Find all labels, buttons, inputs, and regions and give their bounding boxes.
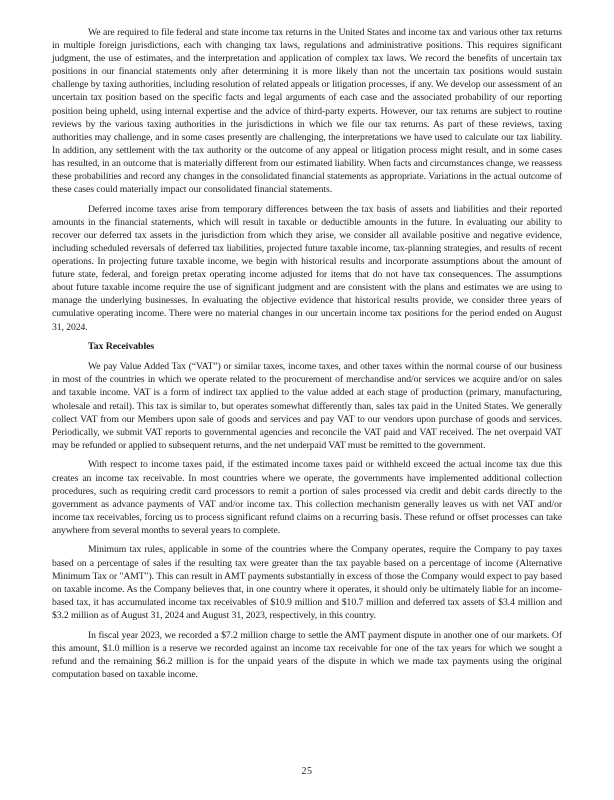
paragraph-vat: We pay Value Added Tax (“VAT”) or similar taxes, income taxes, and other taxes within the normal course of our business in most of the countries in which we operate related to the procurement of merchandise and/or services we acquire and/or on sales and taxable income. VAT is a form of indirect tax applied to the value added at each stage of production (primary, manufacturing, wholesale and retail). This tax is similar to, but operates somewhat differently than, sales tax paid in the United States. We generally collect VAT from our Members upon sale of goods and services and pay VAT to our vendors upon purchase of goods and services. Periodically, we submit VAT reports to governmental agencies and reconcile the VAT paid and VAT received. The net overpaid VAT may be refunded or applied to subsequent returns, and the net underpaid VAT must be remitted to the government. bbox=[52, 361, 562, 451]
paragraph-fiscal-2023-amt-charge: In fiscal year 2023, we recorded a $7.2 million charge to settle the AMT payment dispute in another one of our markets. Of this amount, $1.0 million is a reserve we recorded against an income tax receivable for one of the tax years for which we sought a refund and the remaining $6.2 million is for the unpaid years of the dispute in which we made tax payments using the original computation based on taxable income. bbox=[52, 629, 562, 680]
document-body bbox=[52, 26, 562, 687]
section-heading-tax-receivables: Tax Receivables bbox=[88, 341, 155, 353]
page-number: 25 bbox=[301, 766, 313, 777]
paragraph-minimum-tax-rules: Minimum tax rules, applicable in some of the countries where the Company operates, require the Company to pay taxes based on a percentage of sales if the resulting tax were greater than the tax payable based on a percentage of income (Alternative Minimum Tax or "AMT"). This can result in AMT payments substantially in excess of those the Company would expect to pay based on taxable income. As the Company believes that, in one country where it operates, it should only be ultimately liable for an income-based tax, it has accumulated income tax receivables of $10.9 million and $10.7 million and deferred tax assets of $3.4 million and $3.2 million as of August 31, 2024 and August 31, 2023, respectively, in this country. bbox=[52, 544, 562, 621]
paragraph-deferred-income-taxes: Deferred income taxes arise from temporary differences between the tax basis of assets and liabilities and their reported amounts in the financial statements, which will result in taxable or deductible amounts in the future. In evaluating our ability to recover our deferred tax assets in the jurisdiction from which they arise, we consider all available positive and negative evidence, including scheduled reversals of deferred tax liabilities, projected future taxable income, tax-planning strategies, and results of recent operations. In projecting future taxable income, we begin with historical results and incorporate assumptions about the amount of future state, federal, and foreign pretax operating income adjusted for items that do not have tax consequences. The assumptions about future taxable income require the use of significant judgment and are consistent with the plans and estimates we are using to manage the underlying businesses. In evaluating the objective evidence that historical results provide, we consider three years of cumulative operating income. There were no material changes in our uncertain income tax positions for the period ended on August 31, 2024. bbox=[52, 203, 562, 333]
paragraph-income-tax-receivable: With respect to income taxes paid, if the estimated income taxes paid or withheld exceed the actual income tax due this creates an income tax receivable. In most countries where we operate, the governments have implemented additional collection procedures, such as requiring credit card processors to remit a portion of sales processed via credit and debit cards directly to the government as advance payments of VAT and/or income tax. This collection mechanism generally leaves us with net VAT and/or income tax receivables, forcing us to process significant refund claims on a recurring basis. These refund or offset processes can take anywhere from several months to several years to complete. bbox=[52, 459, 562, 536]
paragraph-income-tax-returns: We are required to file federal and state income tax returns in the United States and income tax and various other tax returns in multiple foreign jurisdictions, each with changing tax laws, regulations and administrative positions. This requires significant judgment, the use of estimates, and the interpretation and application of complex tax laws. We record the benefits of uncertain tax positions in our financial statements only after determining it is more likely than not the uncertain tax positions would sustain challenge by taxing authorities, including resolution of related appeals or litigation processes, if any. We develop our assessment of an uncertain tax position based on the specific facts and legal arguments of each case and the associated probability of our reporting position being upheld, using internal expertise and the advice of third-party experts. However, our tax returns are subject to routine reviews by the various taxing authorities in the jurisdictions in which we file our tax returns. As part of these reviews, taxing authorities may challenge, and in some cases presently are challenging, the interpretations we have used to calculate our tax liability. In addition, any settlement with the tax authority or the outcome of any appeal or litigation process might result, and in some cases has resulted, in an outcome that is materially different from our estimated liability. When facts and circumstances change, we reassess these probabilities and record any changes in the consolidated financial statements as appropriate. Variations in the actual outcome of these cases could materially impact our consolidated financial statements. bbox=[52, 27, 562, 196]
